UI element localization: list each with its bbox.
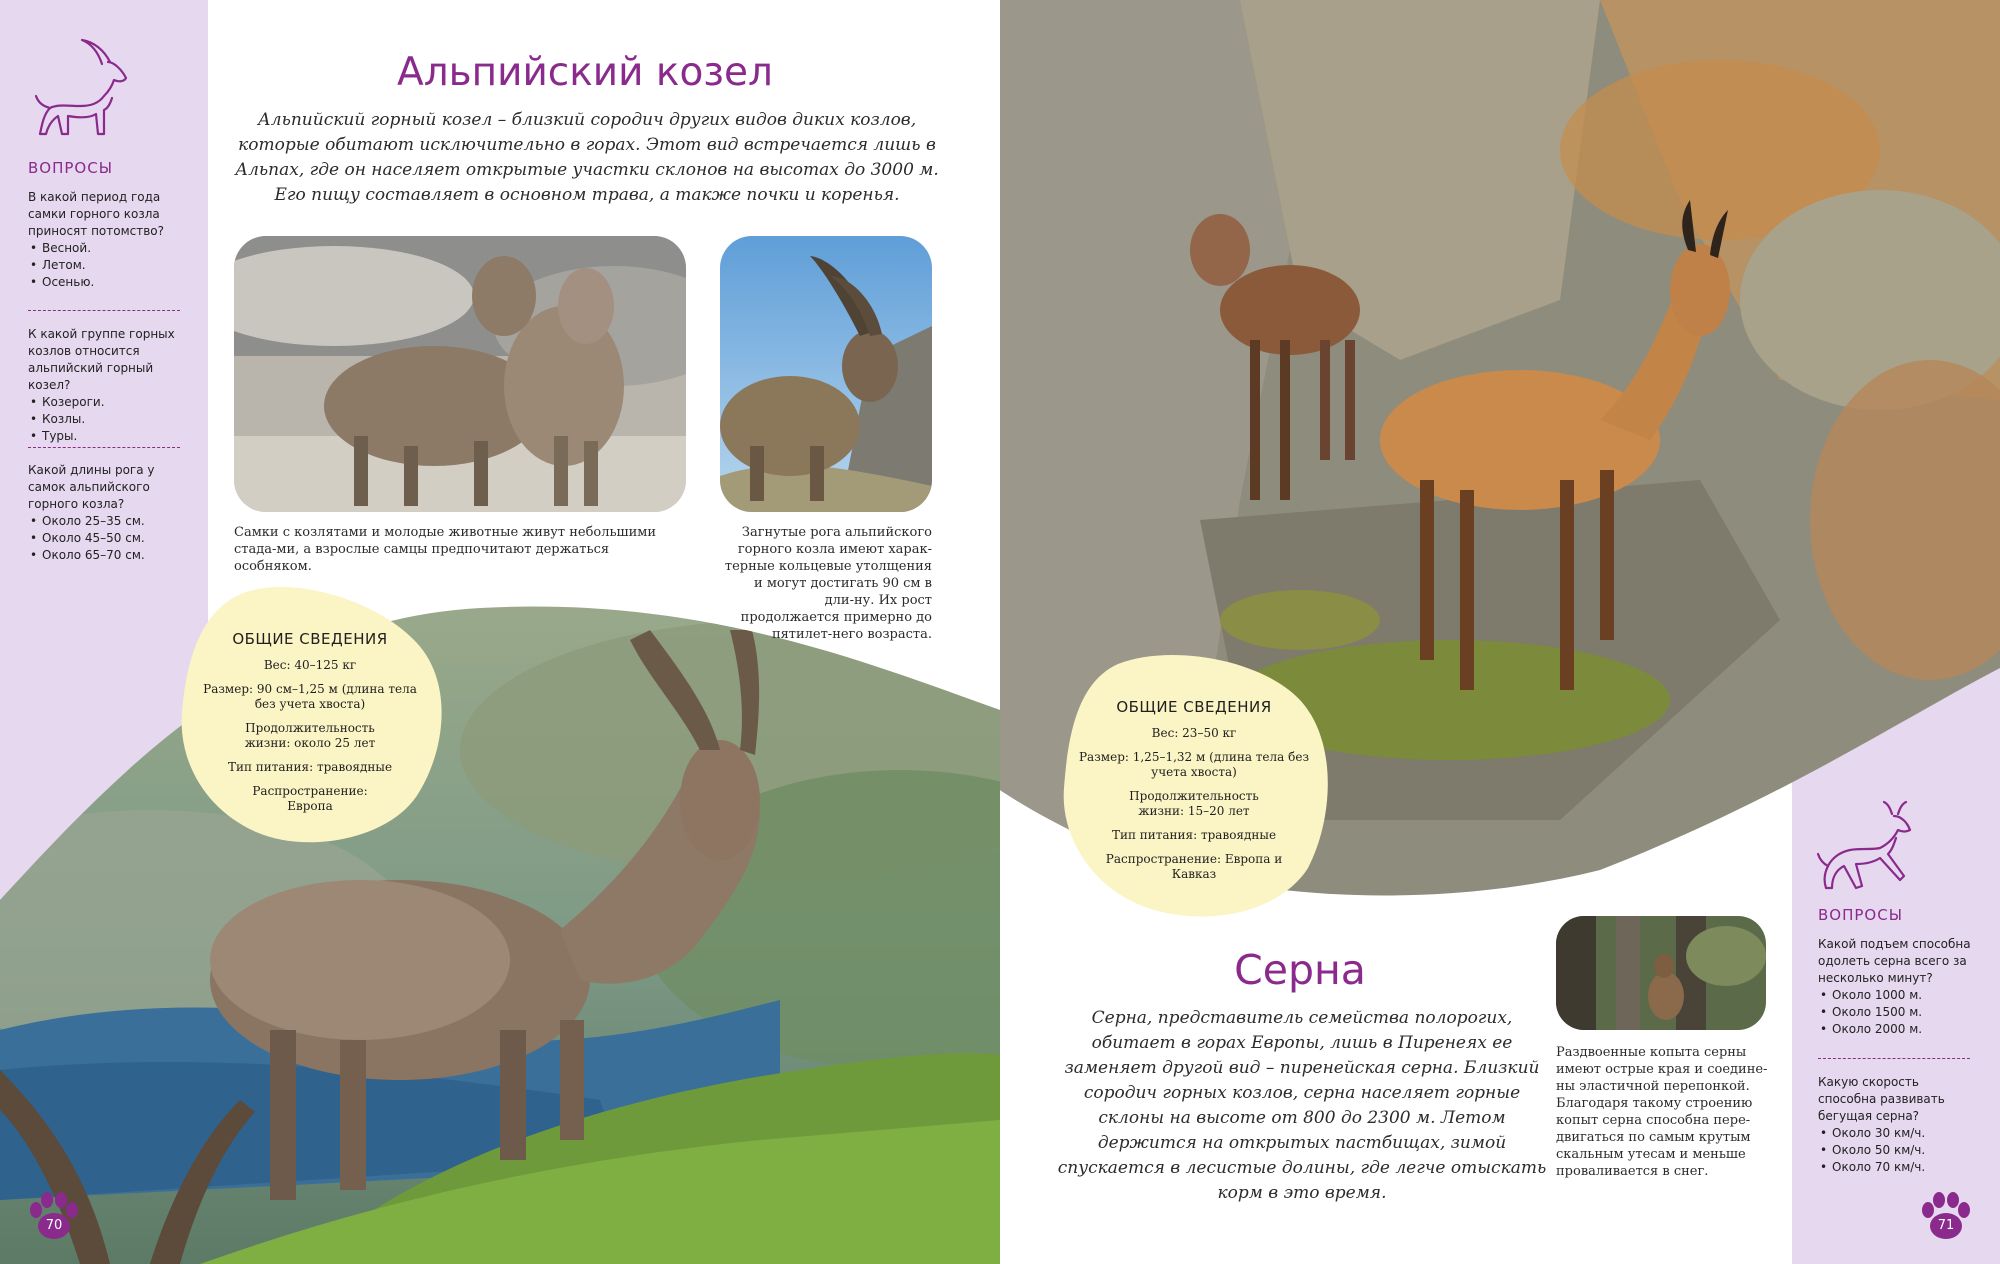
fact-range: Распространение: Европа [252,784,368,813]
answer-option: • Козероги. [28,394,178,411]
answer-option: • Около 30 км/ч. [1818,1125,1974,1142]
left-questions-title: ВОПРОСЫ [28,159,113,177]
fact-lifespan: Продолжительность жизни: 15–20 лет [1129,789,1259,818]
ibex-horns-caption: Загнутые рога альпийского горного козла имеют харак-терные кольцевые утолщения и могут достигать 90 см в дли-ну. Их рост продолжается примерно до пятилет-него возраста. [724,525,932,642]
right-questions-title: ВОПРОСЫ [1818,906,1903,924]
right-question-2 [1818,1074,1974,1176]
answer-option: • Осенью. [28,274,178,291]
paw-icon [1916,1186,1976,1246]
dashed-divider [1818,1058,1970,1059]
fact-weight: Вес: 23–50 кг [1151,726,1237,740]
left-page-intro: Альпийский горный козел – близкий сородич других видов диких козлов, которые обитают исключительно в горах. Этот вид встречается лишь в Альпах, где он населяет открытые участки склонов на высотах до 3000 м. Его пищу составляет в основном трава, а также почки и коренья. [235,110,939,205]
ibex-kids-caption: Самки с козлятами и молодые животные живут небольшими стада-ми, а взрослые самцы предпочитают держаться особняком. [234,525,657,574]
answer-option: • Около 70 км/ч. [1818,1159,1974,1176]
paw-icon [24,1186,84,1246]
chamois-facts-box [1058,648,1330,922]
page-number-right: 71 [1937,1218,1955,1233]
fact-size: Размер: 90 см–1,25 м (длина тела без учета хвоста) [203,682,417,711]
answer-option: • Около 50 км/ч. [1818,1142,1974,1159]
right-question-1 [1818,936,1974,1038]
ibex-facts-box [176,582,444,850]
answer-option: • Около 2000 м. [1818,1021,1974,1038]
answer-option: • Туры. [28,428,178,445]
fact-diet: Тип питания: травоядные [227,760,393,774]
fact-size: Размер: 1,25–1,32 м (длина тела без учета хвоста) [1078,750,1309,779]
question-text: Какой длины рога у самок альпийского горного козла? [28,463,155,511]
left-question-1 [28,189,178,291]
left-question-3 [28,462,178,564]
page-number-left: 70 [45,1218,63,1233]
question-text: Какую скорость способна развивать бегущая серна? [1818,1075,1945,1123]
chamois-outline-icon [1816,800,1920,892]
question-text: Какой подъем способна одолеть серна всего за несколько минут? [1818,937,1971,985]
goat-outline-icon [28,34,136,140]
answer-option: • Около 45–50 см. [28,530,178,547]
ibex-horns-photo [720,236,932,512]
answer-option: • Козлы. [28,411,178,428]
chamois-tree-photo [1556,916,1766,1030]
chamois-hooves-caption: Раздвоенные копыта серны имеют острые края и соедине-ны эластичной перепонкой. Благодаря такому строению копыт серна способна пере-двигаться по самым крутым скальным утесам и меньше проваливается в снег. [1556,1045,1768,1179]
answer-option: • Весной. [28,240,178,257]
dashed-divider [28,310,180,311]
dashed-divider [28,447,180,448]
facts-title: ОБЩИЕ СВЕДЕНИЯ [1116,698,1272,716]
answer-option: • Около 25–35 см. [28,513,178,530]
ibex-main-photo [0,600,1000,1264]
answer-option: • Летом. [28,257,178,274]
fact-range: Распространение: Европа и Кавказ [1105,852,1283,881]
left-page-title: Альпийский козел [397,50,773,95]
left-question-2 [28,326,178,445]
answer-option: • Около 65–70 см. [28,547,178,564]
fact-weight: Вес: 40–125 кг [263,658,357,672]
facts-title: ОБЩИЕ СВЕДЕНИЯ [232,630,388,648]
answer-option: • Около 1500 м. [1818,1004,1974,1021]
ibex-kids-photo [234,236,686,512]
question-text: К какой группе горных козлов относится альпийский горный козел? [28,327,175,392]
question-text: В какой период года самки горного козла приносят потомство? [28,190,165,238]
fact-lifespan: Продолжительность жизни: около 25 лет [244,721,376,750]
right-page-title: Серна [1234,946,1366,994]
answer-option: • Около 1000 м. [1818,987,1974,1004]
fact-diet: Тип питания: травоядные [1111,828,1277,842]
right-page-intro: Серна, представитель семейства полорогих, обитает в горах Европы, лишь в Пиренеях ее заменяет другой вид – пиренейская серна. Близкий сородич горных козлов, серна населяет горные склоны на высоте от 800 до 2300 м. Летом держится на открытых пастбищах, зимой спускается в лесистые долины, где легче отыскать корм в это время. [1057,1008,1547,1203]
